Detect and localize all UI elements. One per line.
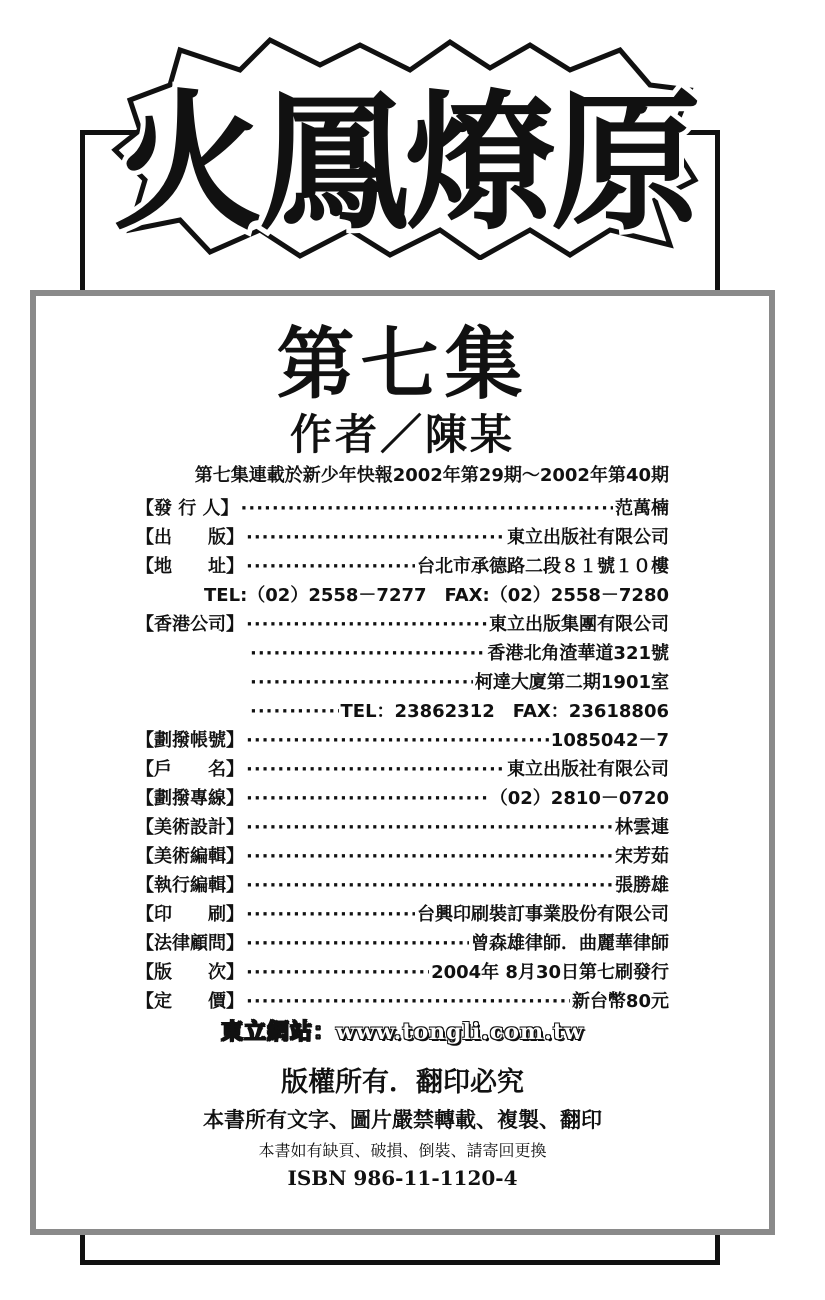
row-value: 張勝雄 (615, 875, 669, 896)
dot-leader (246, 904, 415, 925)
row-label: 【定 價】 (136, 991, 244, 1012)
dot-leader (246, 846, 613, 867)
row-art-editor (136, 842, 669, 871)
row-value: 東立出版社有限公司 (507, 759, 669, 780)
dot-leader (246, 556, 415, 577)
row-address-phone (136, 581, 669, 610)
rights-notice: 版權所有．翻印必究 (281, 1067, 524, 1098)
row-hk-company (136, 610, 669, 639)
website-label: 東立網站： (221, 1020, 337, 1045)
row-value: 柯達大廈第二期1901室 (474, 672, 669, 693)
dot-leader (246, 527, 505, 548)
dot-leader (246, 614, 487, 635)
title-text: 火鳳燎原 (112, 77, 698, 251)
row-value: TEL：23862312 FAX：23618806 (340, 701, 669, 722)
serialization-note: 第七集連載於新少年快報2002年第29期～2002年第40期 (194, 465, 669, 486)
isbn: ISBN 986-11-1120-4 (287, 1166, 518, 1190)
row-value: 新台幣80元 (571, 991, 669, 1012)
row-legal (136, 929, 669, 958)
row-account-name (136, 755, 669, 784)
row-label: 【劃撥專線】 (136, 788, 244, 809)
row-value: TEL:（02）2558－7277 FAX:（02）2558－7280 (204, 585, 669, 606)
title-logo (110, 30, 700, 260)
return-notice: 本書如有缺頁、破損、倒裝、請寄回更換 (258, 1141, 547, 1160)
row-edition (136, 958, 669, 987)
website-line (36, 1015, 769, 1046)
dot-leader (246, 991, 570, 1012)
dot-leader (246, 875, 613, 896)
colophon-panel (30, 290, 775, 1235)
author-line: 作者／陳某 (289, 410, 515, 459)
row-value: 香港北角渣華道321號 (487, 643, 669, 664)
row-label: 【戶 名】 (136, 759, 244, 780)
row-label: 【美術編輯】 (136, 846, 244, 867)
row-value: 1085042－7 (550, 730, 669, 751)
row-value: 林雲連 (615, 817, 669, 838)
dot-leader (246, 788, 488, 809)
website-link[interactable]: www.tongli.com.tw (336, 1019, 584, 1045)
dot-leader (241, 498, 613, 519)
dot-leader (246, 962, 429, 983)
row-value: 宋芳茹 (615, 846, 669, 867)
row-value: （02）2810－0720 (489, 788, 669, 809)
row-hk-address-2 (136, 668, 669, 697)
dot-leader (246, 817, 613, 838)
dot-leader (246, 933, 469, 954)
logo-title-text (110, 30, 700, 260)
row-exec-editor (136, 871, 669, 900)
row-label: 【執行編輯】 (136, 875, 244, 896)
row-label: 【發 行 人】 (136, 498, 239, 519)
dot-leader (246, 759, 505, 780)
row-value: 台興印刷裝訂事業股份有限公司 (417, 904, 669, 925)
dot-leader (250, 643, 485, 664)
row-label: 【美術設計】 (136, 817, 244, 838)
row-label: 【法律顧問】 (136, 933, 244, 954)
reprint-notice: 本書所有文字、圖片嚴禁轉載、複製、翻印 (203, 1107, 602, 1132)
row-value: 2004年 8月30日第七刷發行 (431, 962, 669, 983)
row-value: 范萬楠 (615, 498, 669, 519)
volume-title: 第七集 (276, 319, 529, 410)
row-printer (136, 900, 669, 929)
dot-leader (250, 701, 339, 722)
row-account-number (136, 726, 669, 755)
row-art-design (136, 813, 669, 842)
row-value: 東立出版集團有限公司 (489, 614, 669, 635)
row-address (136, 552, 669, 581)
row-hk-phone (136, 697, 669, 726)
row-hk-address-1 (136, 639, 669, 668)
row-label: 【地 址】 (136, 556, 244, 577)
row-value: 曾森雄律師．曲麗華律師 (471, 933, 669, 954)
row-label: 【出 版】 (136, 527, 244, 548)
row-label: 【印 刷】 (136, 904, 244, 925)
row-label: 【劃撥帳號】 (136, 730, 244, 751)
row-imprint (136, 523, 669, 552)
dot-leader (246, 730, 549, 751)
dot-leader (250, 672, 473, 693)
row-label: 【版 次】 (136, 962, 244, 983)
row-value: 台北市承德路二段８１號１０樓 (417, 556, 669, 577)
row-label: 【香港公司】 (136, 614, 244, 635)
colophon-rows (136, 494, 669, 1016)
row-publisher (136, 494, 669, 523)
row-price (136, 987, 669, 1016)
row-account-line (136, 784, 669, 813)
row-value: 東立出版社有限公司 (507, 527, 669, 548)
